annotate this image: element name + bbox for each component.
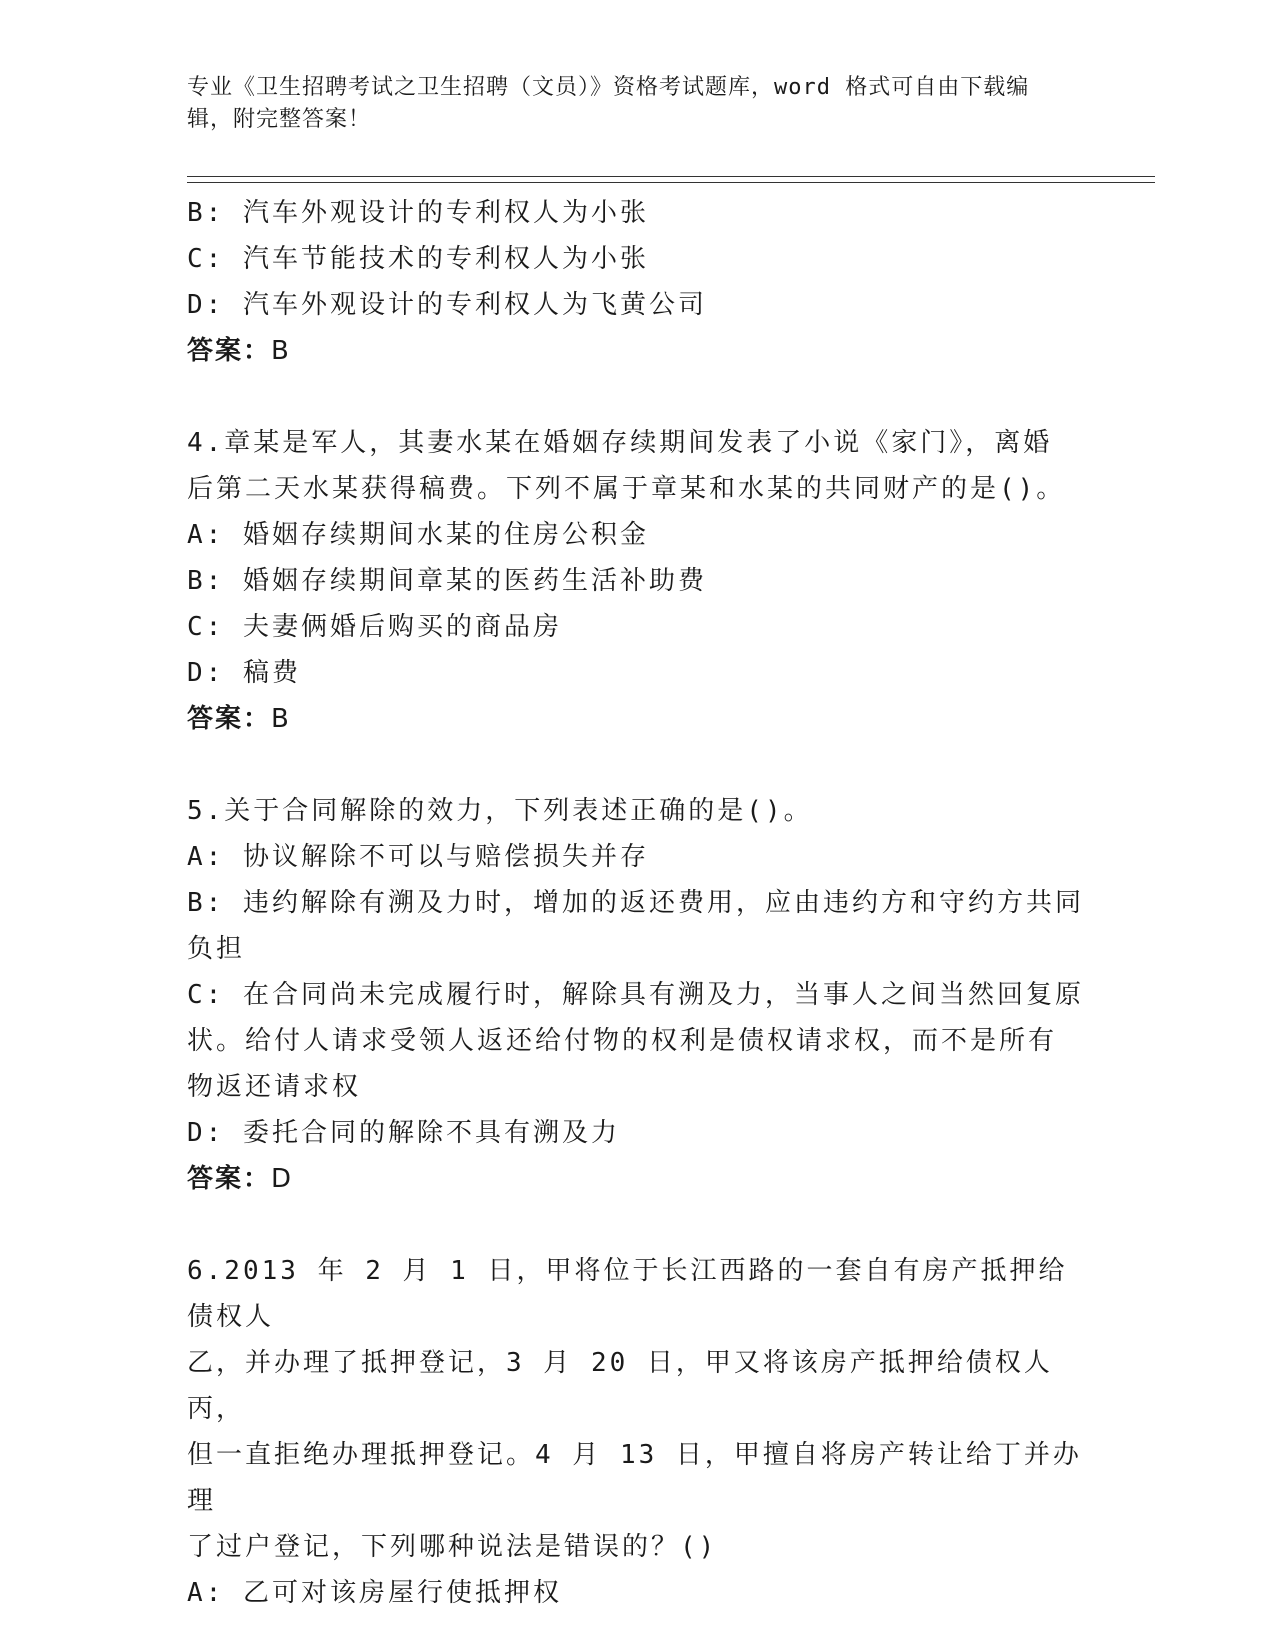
document-header: 专业《卫生招聘考试之卫生招聘（文员）》资格考试题库，word 格式可自由下载编辑，附完整答案！	[187, 75, 1030, 132]
question-3	[187, 190, 1087, 374]
question-stem-line: 6.2013 年 2 月 1 日，甲将位于长江西路的一套自有房产抵押给债权人	[187, 1256, 1068, 1332]
question-stem-line: 了过户登记，下列哪种说法是错误的？()	[187, 1532, 718, 1562]
option-b: B: 婚姻存续期间章某的医药生活补助费	[187, 566, 707, 596]
answer-value: D	[271, 1164, 294, 1194]
question-content	[187, 190, 1087, 1616]
option-a: A: 协议解除不可以与赔偿损失并存	[187, 842, 649, 872]
answer-line	[187, 696, 1087, 742]
question-6	[187, 1248, 1087, 1616]
option-c: C: 汽车节能技术的专利权人为小张	[187, 244, 649, 274]
question-stem-line: 5.关于合同解除的效力，下列表述正确的是()。	[187, 796, 813, 826]
answer-label: 答案：	[187, 704, 272, 734]
question-5	[187, 788, 1087, 1202]
option-b: B: 汽车外观设计的专利权人为小张	[187, 198, 649, 228]
answer-label: 答案：	[187, 336, 272, 366]
question-stem-line: 但一直拒绝办理抵押登记。4 月 13 日，甲擅自将房产转让给丁并办理	[187, 1440, 1082, 1516]
option-a: A: 乙可对该房屋行使抵押权	[187, 1578, 562, 1608]
answer-value: B	[271, 336, 291, 366]
question-stem-line: 后第二天水某获得稿费。下列不属于章某和水某的共同财产的是()。	[187, 474, 1066, 504]
option-c-continued: 状。给付人请求受领人返还给付物的权利是债权请求权，而不是所有	[187, 1026, 1058, 1056]
option-d: D: 委托合同的解除不具有溯及力	[187, 1118, 620, 1148]
option-d: D: 稿费	[187, 658, 301, 688]
option-c: C: 夫妻俩婚后购买的商品房	[187, 612, 562, 642]
question-stem-line: 乙，并办理了抵押登记，3 月 20 日，甲又将该房产抵押给债权人丙，	[187, 1348, 1053, 1424]
option-c: C: 在合同尚未完成履行时，解除具有溯及力，当事人之间当然回复原	[187, 980, 1084, 1010]
answer-value: B	[271, 704, 291, 734]
question-4	[187, 420, 1087, 742]
option-b-continued: 负担	[187, 934, 246, 964]
option-d: D: 汽车外观设计的专利权人为飞黄公司	[187, 290, 707, 320]
header-rule-top	[187, 176, 1155, 177]
answer-label: 答案：	[187, 1164, 272, 1194]
option-c-continued: 物返还请求权	[187, 1072, 362, 1102]
question-stem-line: 4.章某是军人，其妻水某在婚姻存续期间发表了小说《家门》，离婚	[187, 428, 1053, 458]
header-rule-bottom	[187, 182, 1155, 183]
option-b: B: 违约解除有溯及力时，增加的返还费用，应由违约方和守约方共同	[187, 888, 1084, 918]
answer-line	[187, 328, 1087, 374]
option-a: A: 婚姻存续期间水某的住房公积金	[187, 520, 649, 550]
answer-line	[187, 1156, 1087, 1202]
